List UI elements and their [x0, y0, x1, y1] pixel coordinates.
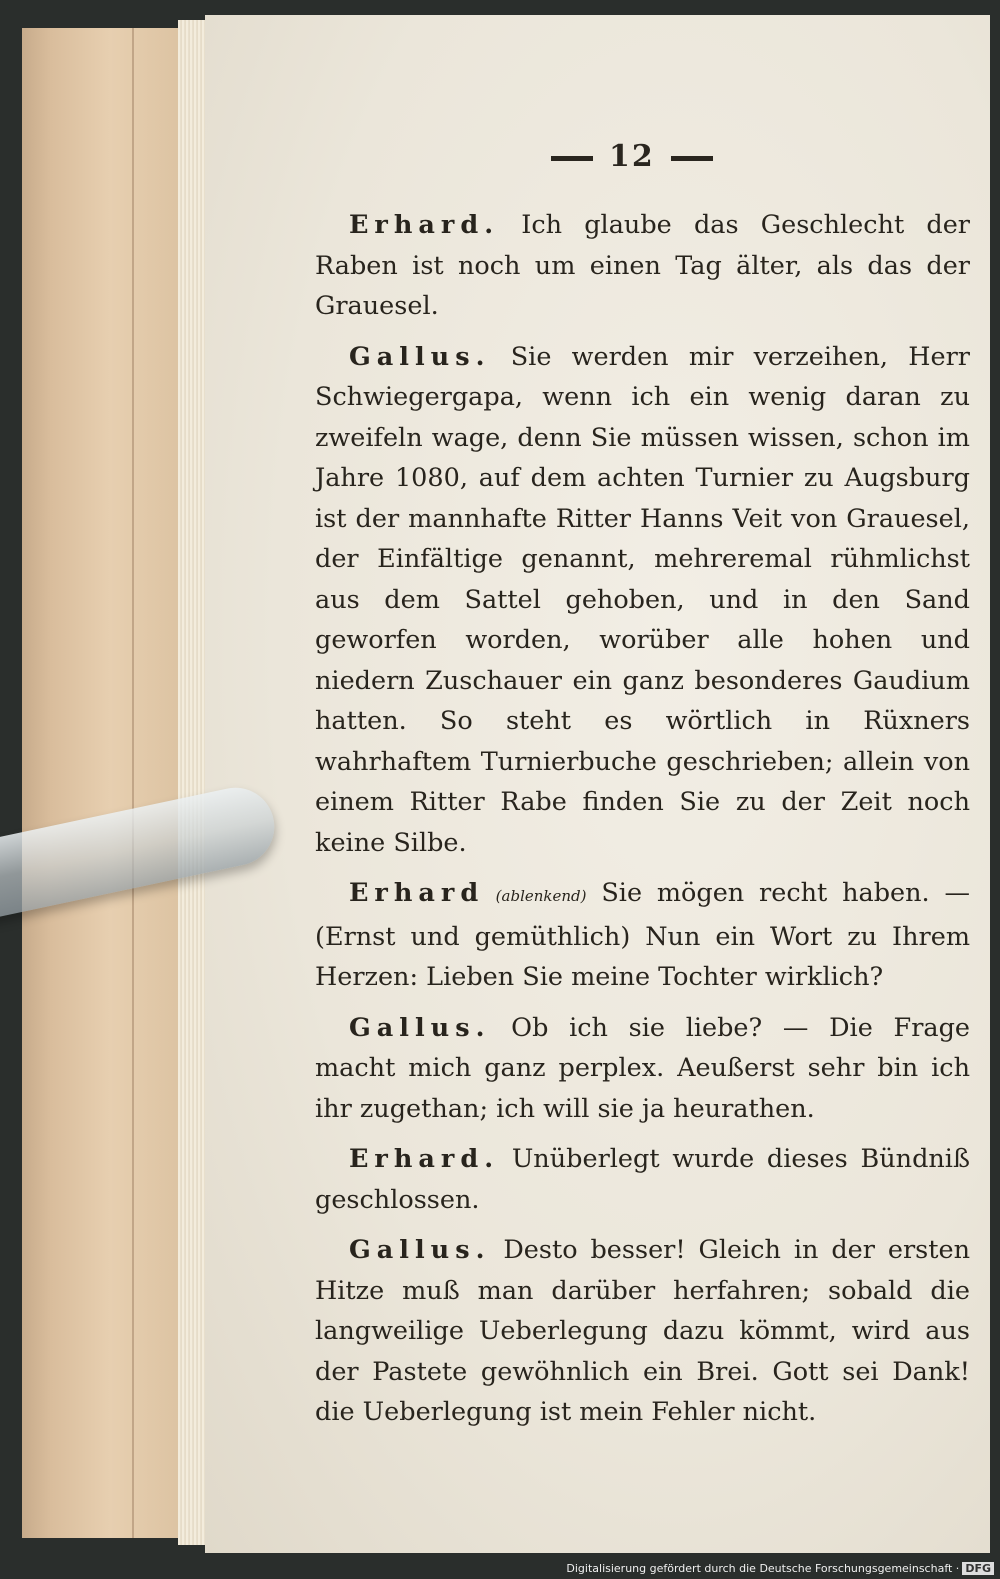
paragraph-5	[315, 1139, 970, 1220]
speaker-name: Gallus.	[349, 341, 491, 372]
paragraph-1	[315, 205, 970, 327]
paragraph-text: Desto besser! Gleich in der ersten Hitze muß man darüber herfahren; sobald die langweilige Ueberlegung dazu kömmt, wird aus der Pastete gewöhnlich ein Brei. Gott sei Dank! die Ueberlegung ist mein Fehler nicht.	[315, 1235, 970, 1427]
book-page	[205, 15, 990, 1553]
page-number	[205, 139, 990, 174]
dfg-logo: DFG	[962, 1562, 994, 1575]
book-cover-edge	[22, 28, 183, 1538]
paragraph-text: Sie werden mir verzeihen, Herr Schwiegergapa, wenn ich ein wenig daran zu zweifeln wage, denn Sie müssen wissen, schon im Jahre 1080, auf dem achten Turnier zu Augsburg ist der mannhafte Ritter Hanns Veit von Grauesel, der Einfältige genannt, mehreremal rühmlichst aus dem Sattel gehoben, und in den Sand geworfen worden, worüber alle hohen und niedern Zuschauer ein ganz besonderes Gaudium hatten. So steht es wörtlich in Rüxners wahrhaftem Turnierbuche geschrieben; allein von einem Ritter Rabe finden Sie zu der Zeit noch keine Silbe.	[315, 341, 970, 858]
paragraph-2	[315, 337, 970, 864]
speaker-name: Gallus.	[349, 1012, 491, 1043]
speaker-name: Erhard.	[349, 1144, 500, 1174]
speaker-name: Erhard.	[349, 210, 500, 240]
paragraph-text: Ob ich sie liebe? — Die Frage macht mich ganz perplex. Aeußerst sehr bin ich ihr zugethan; ich will sie ja heurathen.	[315, 1012, 970, 1124]
page-text	[315, 205, 970, 1443]
paragraph-3	[315, 873, 970, 998]
paragraph-4	[315, 1008, 970, 1130]
dash-right	[671, 156, 713, 161]
credit-text: Digitalisierung gefördert durch die Deutsche Forschungsgemeinschaft ·	[566, 1562, 960, 1575]
speaker-name: Gallus.	[349, 1235, 491, 1265]
paragraph-text: Ich glaube das Geschlecht der Raben ist noch um einen Tag älter, als das der Grauesel.	[315, 210, 970, 321]
page-number-value: 12	[609, 139, 655, 174]
stage-direction: (ablenkend)	[484, 887, 587, 905]
paragraph-text: Sie mögen recht haben. — (Ernst und gemüthlich) Nun ein Wort zu Ihrem Herzen: Lieben Sie meine Tochter wirklich?	[315, 878, 970, 992]
paragraph-6	[315, 1230, 970, 1433]
paragraph-text: Unüberlegt wurde dieses Bündniß geschlossen.	[315, 1144, 970, 1215]
speaker-name: Erhard	[349, 878, 485, 908]
dash-left	[551, 156, 593, 161]
digitization-credit	[566, 1562, 994, 1575]
